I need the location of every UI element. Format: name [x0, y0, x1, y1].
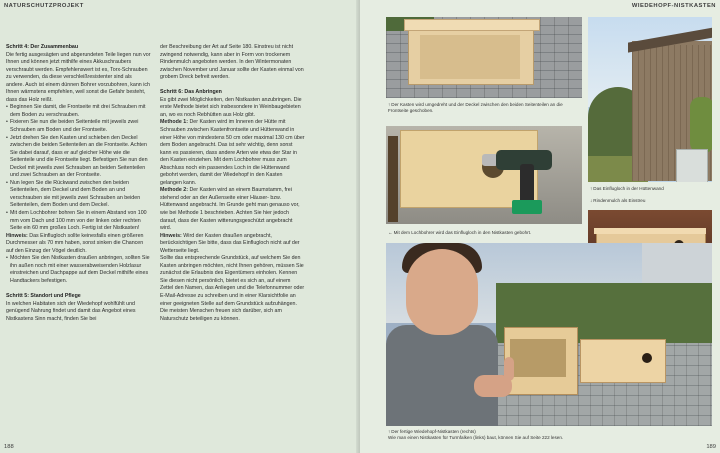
step6-intro: Es gibt zwei Möglichkeiten, den Nistkasten anzubringen. Die erste Methode bietet sich insbesondere in Weinbaugebieten an, wo es noch Rebhütten aus Holz gibt. — [160, 96, 302, 118]
step4-heading: Schritt 4: Der Zusammenbau — [6, 44, 79, 50]
method2-text: Der Kasten wird an einem Baumstamm, frei stehend oder an der Außenseite einer Häuser- bzw. Hüttenwand angebracht. Im Grunde geht man genauso vor, wie bei Methode 1 beschrieben. Achten Sie hier jedoch darauf, dass der Kasten witterungsgeschützt angebracht wird. — [160, 187, 300, 232]
photo-finished-nestbox — [386, 243, 712, 426]
arrow-up-icon: ↑ — [590, 186, 593, 191]
method2 — [160, 187, 305, 232]
caption-photo5: ↑Der fertige Wiedehopf-Nistkasten (rechts) Wie man einen Nistkasten für Turmfalken (links) baut, können Sie auf Seite 222 lesen. — [388, 429, 564, 441]
photo-shed-entrance — [588, 17, 712, 182]
left-column-2 — [160, 44, 305, 323]
hint-label: Hinweis: — [6, 232, 28, 239]
caption-photo2: ↑Das Einflugloch in der Hüttenwand — [590, 186, 664, 191]
page-number-right: 189 — [706, 444, 716, 450]
arrow-up-icon: ↑ — [388, 429, 391, 434]
caption-photo3: ←Mit dem Lochbohrer wird das Einflugloch in den Nistkasten gebohrt. — [388, 230, 532, 235]
hint-text-2: Wird der Kasten draußen angebracht, berücksichtigen Sie bitte, dass das Einflugloch nicht auf der Wetterseite liegt. — [160, 232, 300, 254]
step6-heading: Schritt 6: Das Anbringen — [160, 89, 222, 96]
bullet-item: • Nun legen Sie die Rückwand zwischen den beiden Seitenteilen, dem Deckel und dem Boden an und verschrauben sie mit jeweils zwei Schrauben an beiden Seitenteilen, dem Boden und dem Deckel. — [6, 180, 151, 210]
caption-photo1: ↑Der Kasten wird umgedreht und der Deckel zwischen den beiden Seitenteilen an die Frontseite geschoben. — [388, 102, 563, 114]
photo-drilling-hole — [386, 126, 582, 224]
bullet-item: • Beginnen Sie damit, die Frontseite mit drei Schrauben mit dem Boden zu verschrauben. — [6, 104, 151, 119]
method2-label: Methode 2: — [160, 187, 188, 194]
page-number-left: 188 — [4, 444, 14, 450]
arrow-down-icon: ↓ — [590, 198, 593, 203]
bullet-item: • Jetzt drehen Sie den Kasten und schieben den Deckel zwischen die beiden Seitenteilen an die Frontseite. Achten Sie dabei darauf, dass er auf gleicher Höhe wie die Seitenteile und die Frontseite liegt. Befestigen Sie nun den Deckel mit jeweils zwei Schrauben an beiden Seitenteilen und zwei Schrauben an der Frontseite. — [6, 135, 151, 180]
bullet-item: • Möchten Sie den Nistkasten draußen anbringen, sollten Sie ihn außen noch mit einer wasserabweisenden Holzlasur einstreichen und Dachpappe auf dem Deckel mithilfe eines Handtackers befestigen. — [6, 255, 151, 285]
method1 — [160, 119, 305, 187]
arrow-left-icon: ← — [388, 230, 393, 235]
bullet-item: • Mit dem Lochbohrer bohren Sie in einem Abstand von 100 mm vom Dach und 100 mm von der linken oder rechten Seite ein 60 mm großes Loch. Fertig ist der Nistkasten! — [6, 210, 151, 233]
photo-box-assembly — [386, 17, 582, 98]
left-column-1 — [6, 44, 151, 323]
method1-label: Methode 1: — [160, 119, 188, 126]
step5-continued: der Beschreibung der Art auf Seite 180. Einstreu ist nicht zwingend notwendig, kann aber in Form von trockenem Rindenmulch angeboten werden. In den Wintermonaten zwischen November und Januar sollte der Kasten einmal von grobem Dreck befreit werden. — [160, 44, 304, 81]
bullet-item: • Fixieren Sie nun die beiden Seitenteile mit jeweils zwei Schrauben am Boden und der Frontseite. — [6, 119, 151, 134]
method1-text: Der Kasten wird im Inneren der Hütte mit Schrauben zwischen Kastenfrontseite und Hüttenwand in einer Höhe von mindestens 50 cm oder maximal 130 cm über dem Boden angebracht. Das ist sehr wichtig, denn sonst kann es passieren, dass andere Arten wie etwa der Star in den Kasten einziehen. Mit dem Lochbohrer muss zum Abschluss noch ein passendes Loch in die Hüttenwand gebohrt werden, damit der Wiedehopf in den Kasten gelangen kann. — [160, 119, 305, 186]
hint-text: Das Einflugloch sollte keinesfalls einen größeren Durchmesser als 70 mm haben, sonst sinken die Chancen auf den Einzug der Vögel deutlich. — [6, 232, 144, 254]
step5-heading: Schritt 5: Standort und Pflege — [6, 293, 81, 299]
running-head-right: WIEDEHOPF-NISTKASTEN — [631, 3, 716, 9]
arrow-up-icon: ↑ — [388, 102, 391, 107]
hint-paragraph — [6, 233, 151, 256]
hint-paragraph-2 — [160, 233, 305, 256]
caption-photo4: ↓Rindenmulch als Einstreu — [590, 198, 646, 203]
step4-intro: Die fertig ausgesägten und abgerundeten Teile liegen nun vor Ihnen und können jetzt mithilfe eines Akkuschraubers verschraubt werden. Empfehlenswert ist es, Torx-Schrauben zu verwenden, da diese verschleißresistenter sind als andere. Auch ist einem dünnen Bohrer vorzubohren, kann ich Ihnen wärmstens empfehlen, weil sonst die Gefahr besteht, dass das Holz reißt. — [6, 51, 151, 103]
running-head-left: NATURSCHUTZPROJEKT — [4, 3, 84, 9]
permission-paragraph: Sollte das entsprechende Grundstück, auf welchem Sie den Kasten anbringen möchten, nicht Ihnen gehören, müssen Sie zunächst die Erlaubnis des Eigentümers einholen. Kennen Sie diesen nicht persönlich, bietet es sich an, auf einem Zettel den Namen, das Anliegen und die Telefonnummer oder E-Mail-Adresse zu schreiben und in einer Klarsichtfolie an einer geeigneten Stelle auf dem Grundstück aufzuhängen. Die meisten Menschen freuen sich darüber, sich am Naturschutz beteiligen zu können. — [160, 255, 305, 322]
hint-label-2: Hinweis: — [160, 232, 182, 239]
step5-text: In welchen Habitaten sich der Wiedehopf wohlfühlt und genügend Nahrung findet und damit das Angebot eines Nistkastens Sinn macht, finden Sie bei — [6, 300, 136, 322]
